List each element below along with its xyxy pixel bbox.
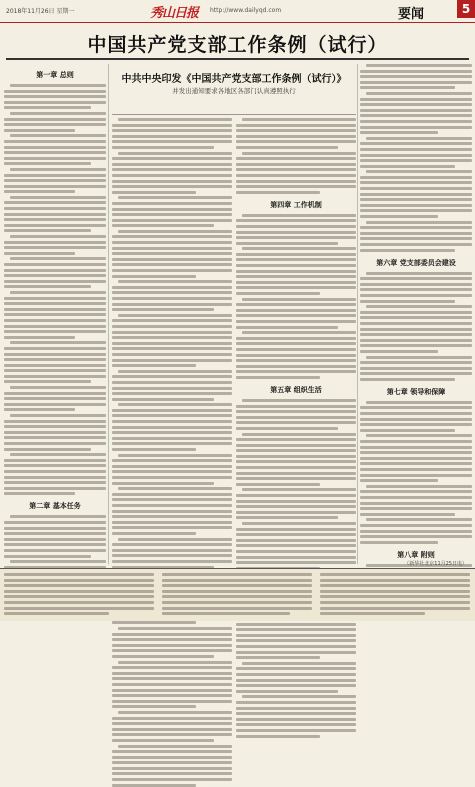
chapter-heading: 第七章 领导和保障 xyxy=(386,387,446,396)
chapter-heading: 第六章 党支部委员会建设 xyxy=(376,258,456,267)
body-text xyxy=(4,84,106,495)
feature-title: 中共中央印发《中国共产党支部工作条例（试行）》 xyxy=(121,74,347,85)
chapter-heading: 第五章 组织生活 xyxy=(270,385,322,394)
newspaper-logo: 秀山日报 xyxy=(150,6,199,21)
article-column-1 xyxy=(4,64,106,585)
body-text xyxy=(360,272,472,381)
body-text xyxy=(112,118,232,787)
article-column-2 xyxy=(112,118,232,787)
issue-date: 2018年11月26日 星期一 xyxy=(6,8,75,15)
chapter-heading: 第二章 基本任务 xyxy=(29,502,81,511)
page-headline: 中国共产党支部工作条例（试行） xyxy=(87,34,388,56)
body-text xyxy=(236,118,356,194)
dateline-note: （新华社北京11月25日电） xyxy=(404,561,467,567)
footer-column xyxy=(320,573,470,615)
chapter-heading: 第四章 工作机制 xyxy=(270,200,322,209)
headline-rule xyxy=(6,58,469,60)
masthead xyxy=(0,0,475,23)
body-text xyxy=(360,64,472,252)
article-column-3 xyxy=(236,118,356,738)
column-divider xyxy=(357,64,358,564)
page-number: 5 xyxy=(457,0,475,18)
footer-text xyxy=(320,573,470,615)
footer-strip xyxy=(0,568,475,621)
body-text xyxy=(360,401,472,544)
chapter-heading: 第八章 附则 xyxy=(397,550,435,559)
footer-column xyxy=(4,573,154,615)
feature-subtitle: 并发出通知要求各地区各部门认真遵照执行 xyxy=(172,87,296,95)
body-text xyxy=(236,214,356,379)
footer-text xyxy=(4,573,154,615)
article-column-4 xyxy=(360,64,472,584)
site-url[interactable]: http://www.dailyqd.com xyxy=(210,7,282,14)
column-divider xyxy=(108,64,109,564)
footer-text xyxy=(162,573,312,615)
feature-box xyxy=(112,64,356,115)
footer-column xyxy=(162,573,312,615)
chapter-heading: 第一章 总则 xyxy=(36,71,74,79)
section-name: 要闻 xyxy=(398,7,425,22)
